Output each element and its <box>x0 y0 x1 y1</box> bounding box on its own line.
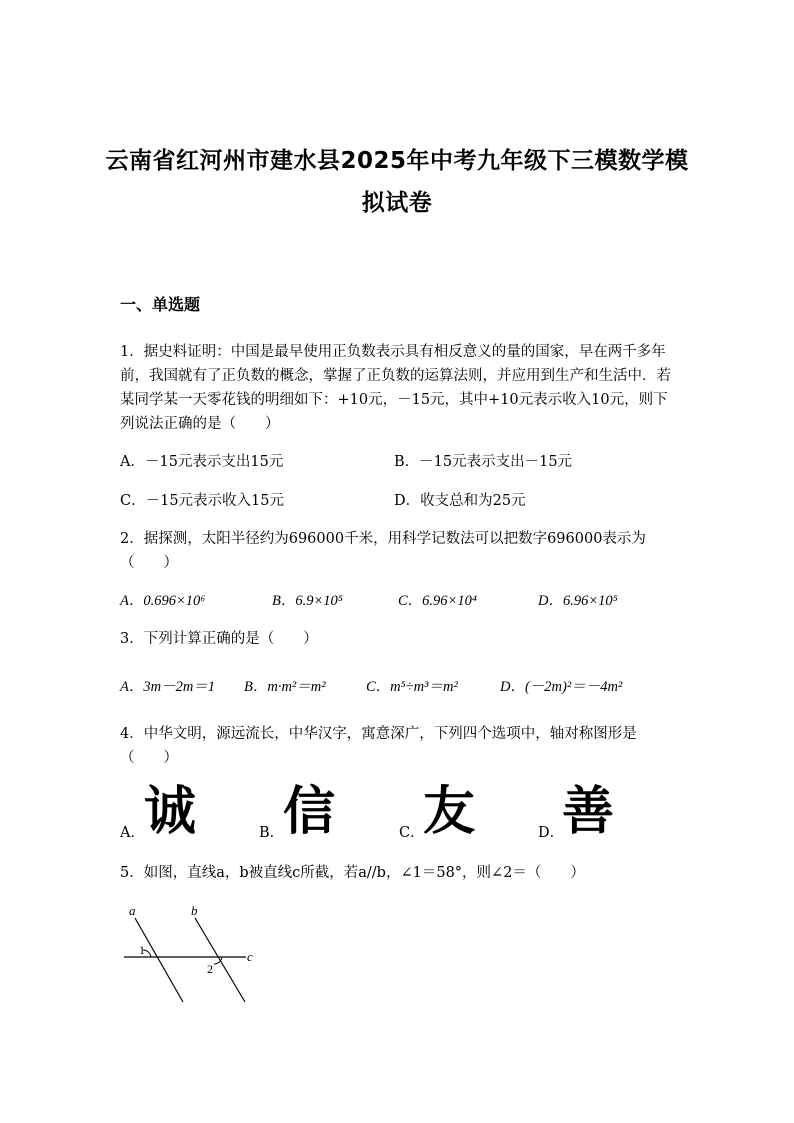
option-1b[interactable]: B．－15元表示支出－15元 <box>394 454 573 470</box>
option-2d[interactable]: D．6.96×10⁵ <box>538 593 618 609</box>
section-heading: 一、单选题 <box>120 295 201 314</box>
question-2-stem: 2．据探测，太阳半径约为696000千米，用科学记数法可以把数字696000表示为（ ） <box>120 531 646 571</box>
option-4d[interactable] <box>538 780 658 842</box>
option-2c[interactable]: C．6.96×10⁴ <box>398 593 477 609</box>
option-4b[interactable] <box>259 780 379 842</box>
option-1a[interactable]: A．－15元表示支出15元 <box>120 454 284 470</box>
option-4b-character: 信 <box>283 782 336 842</box>
label-b: b <box>191 903 198 918</box>
option-3a[interactable]: A．3m－2m＝1 <box>120 679 216 695</box>
option-3b[interactable]: B．m·m²＝m² <box>244 679 326 695</box>
option-4a-character: 诚 <box>144 782 197 842</box>
option-4c-character: 友 <box>423 782 476 842</box>
option-4a[interactable] <box>120 780 240 842</box>
option-4c-label: C． <box>399 825 425 841</box>
option-3d[interactable]: D．(－2m)²＝－4m² <box>500 679 623 695</box>
question-1-options-row-2 <box>120 489 680 513</box>
option-1c[interactable]: C．－15元表示收入15元 <box>120 493 284 509</box>
line-b <box>195 918 245 1002</box>
option-4d-character: 善 <box>562 782 615 842</box>
question-3-options <box>120 675 680 699</box>
question-3-stem: 3．下列计算正确的是（ ） <box>120 631 318 647</box>
option-4b-label: B． <box>259 825 285 841</box>
option-2b[interactable]: B．6.9×10⁵ <box>272 593 343 609</box>
label-angle-2: 2 <box>207 962 213 976</box>
label-c: c <box>247 949 253 964</box>
question-4-stem: 4．中华文明，源远流长，中华汉字，寓意深广，下列四个选项中，轴对称图形是（ ） <box>120 726 637 766</box>
option-4d-label: D． <box>538 825 565 841</box>
option-1d[interactable]: D．收支总和为25元 <box>394 493 526 509</box>
option-2a[interactable]: A．0.696×10⁶ <box>120 593 206 609</box>
label-angle-1: 1 <box>139 943 145 957</box>
parallel-lines-figure <box>110 900 270 1010</box>
option-4a-label: A． <box>120 825 145 841</box>
question-2-options <box>120 589 680 613</box>
label-a: a <box>129 903 136 918</box>
page-title: 云南省红河州市建水县2025年中考九年级下三模数学模拟试卷 <box>105 148 689 216</box>
question-1-options-row-1 <box>120 450 680 474</box>
question-5-stem: 5．如图，直线a，b被直线c所截，若a//b，∠1＝58°，则∠2＝（ ） <box>120 865 585 881</box>
question-1-stem: 1．据史料证明：中国是最早使用正负数表示具有相反意义的量的国家，早在两千多年前，我国就有了正负数的概念，掌握了正负数的运算法则，并应用到生产和生活中．若某同学某一天零花钱的明细如下：+10元，－15元，其中+10元表示收入10元，则下列说法正确的是（ ） <box>120 344 671 432</box>
question-4-options <box>120 780 680 842</box>
angle-2-arc <box>214 957 222 964</box>
option-3c[interactable]: C．m⁵÷m³＝m² <box>366 679 458 695</box>
option-4c[interactable] <box>399 780 519 842</box>
line-a <box>135 918 183 1002</box>
